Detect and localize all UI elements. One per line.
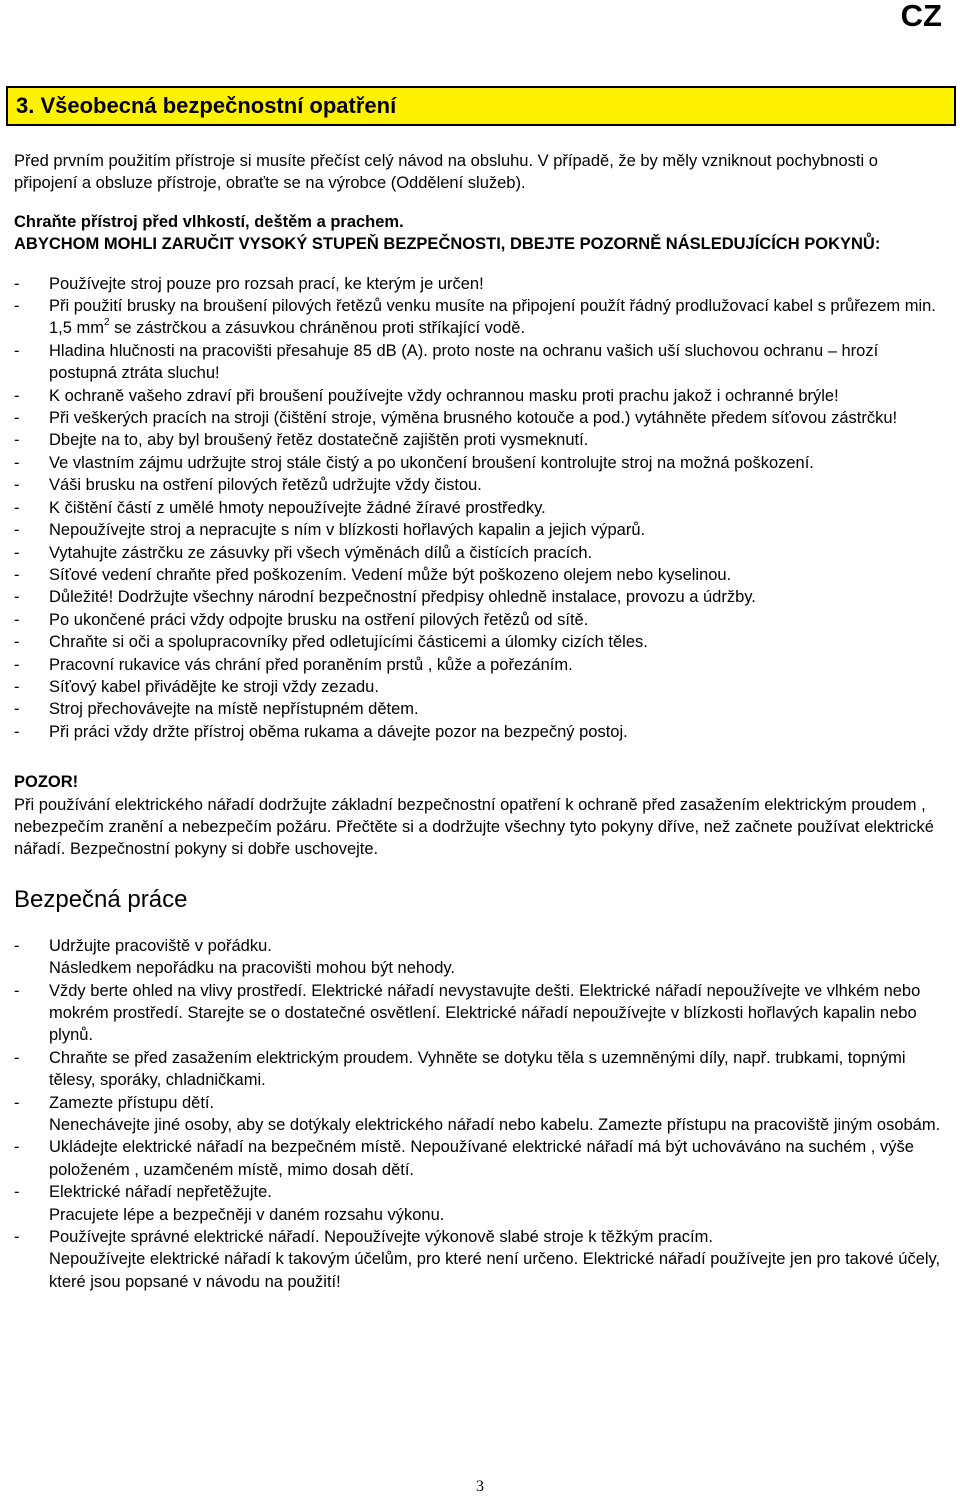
- safety-rule-item: [14, 654, 944, 676]
- safety-rule-item: [14, 407, 944, 429]
- list-dash: -: [14, 722, 20, 741]
- safety-rule-text: Váši brusku na ostření pilových řetězů udržujte vždy čistou.: [49, 476, 482, 495]
- safety-rule-item: [14, 564, 944, 586]
- list-dash: -: [14, 1228, 20, 1247]
- safety-rule-text: K čištění částí z umělé hmoty nepoužívejte žádné žíravé prostředky.: [49, 498, 546, 517]
- safety-rule-item: [14, 586, 944, 608]
- list-dash: -: [14, 1183, 20, 1202]
- safety-rule-text: K ochraně vašeho zdraví při broušení používejte vždy ochrannou masku proti prachu jakož i ochranné brýle!: [49, 386, 839, 405]
- safety-rule-text: Důležité! Dodržujte všechny národní bezpečnostní předpisy ohledně instalace, provozu a údržby.: [49, 588, 756, 607]
- safety-rule-text: Po ukončené práci vždy odpojte brusku na ostření pilových řetězů od sítě.: [49, 610, 589, 629]
- list-dash: -: [14, 409, 20, 428]
- superscript: 2: [104, 316, 110, 328]
- safe-work-item-title: Chraňte se před zasažením elektrickým proudem. Vyhněte se dotyku těla s uzemněnými díly, např. trubkami, topnými tělesy, sporáky, chladničkami.: [49, 1048, 906, 1090]
- safe-work-item-title: Zamezte přístupu dětí.: [49, 1093, 215, 1112]
- safety-rule-text: Chraňte si oči a spolupracovníky před odletujícími částicemi a úlomky cizích těles.: [49, 633, 648, 652]
- safety-rule-text: Používejte stroj pouze pro rozsah prací, ke kterým je určen!: [49, 274, 484, 293]
- safety-rule-item: [14, 429, 944, 451]
- safe-work-item-title: Udržujte pracoviště v pořádku.: [49, 936, 272, 955]
- list-dash: -: [14, 700, 20, 719]
- safe-work-item: [14, 980, 944, 1047]
- list-dash: -: [14, 655, 20, 674]
- safety-rule-text: Ve vlastním zájmu udržujte stroj stále čistý a po ukončení broušení kontrolujte stroj na možná poškození.: [49, 453, 814, 472]
- list-dash: -: [14, 565, 20, 584]
- safety-rule-item: [14, 676, 944, 698]
- safety-rule-item: [14, 340, 944, 385]
- safety-rules-list: [14, 273, 944, 744]
- list-dash: -: [14, 588, 20, 607]
- safety-rule-text: Hladina hlučnosti na pracovišti přesahuje 85 dB (A). proto noste na ochranu vašich uší sluchovou ochranu – hrozí postupná ztráta sluchu!: [49, 341, 879, 383]
- safety-rule-text: Při práci vždy držte přístroj oběma rukama a dávejte pozor na bezpečný postoj.: [49, 722, 628, 741]
- safety-rule-item: [14, 698, 944, 720]
- safe-work-heading: Bezpečná práce: [14, 885, 188, 913]
- safety-rule-text: Dbejte na to, aby byl broušený řetěz dostatečně zajištěn proti vysmeknutí.: [49, 431, 589, 450]
- safe-work-item: [14, 1092, 944, 1137]
- list-dash: -: [14, 341, 20, 360]
- list-dash: -: [14, 498, 20, 517]
- list-dash: -: [14, 521, 20, 540]
- safe-work-list: [14, 935, 944, 1294]
- page-number: 3: [476, 1478, 484, 1495]
- safe-work-item: [14, 1181, 944, 1226]
- safety-rule-item: [14, 497, 944, 519]
- pozor-text: Při používání elektrického nářadí dodržujte základní bezpečnostní opatření k ochraně před zasažením elektrickým proudem , nebezpečím zranění a nebezpečím požáru. Přečtěte si a dodržujte všechny tyto pokyny dříve, než začnete používat elektrické nářadí. Bezpečnostní pokyny si dobře uschovejte.: [14, 795, 934, 859]
- list-dash: -: [14, 543, 20, 562]
- list-dash: -: [14, 981, 20, 1000]
- safe-work-item-detail: Pracujete lépe a bezpečněji v daném rozsahu výkonu.: [49, 1205, 445, 1224]
- document-body: [14, 150, 944, 1293]
- list-dash: -: [14, 1048, 20, 1067]
- safe-work-item-title: Ukládejte elektrické nářadí na bezpečném místě. Nepoužívané elektrické nářadí má být uchováváno na suchém , výše položeném , uzamčeném místě, mimo dosah dětí.: [49, 1138, 914, 1179]
- safe-work-item-detail: Následkem nepořádku na pracovišti mohou být nehody.: [49, 959, 456, 978]
- safe-work-item: [14, 1226, 944, 1293]
- safety-rule-text: Stroj přechovávejte na místě nepřístupném dětem.: [49, 700, 419, 719]
- list-dash: -: [14, 476, 20, 495]
- safety-rule-item: [14, 295, 944, 340]
- protect-warning: Chraňte přístroj před vlhkostí, deštěm a prachem.: [14, 212, 404, 231]
- safety-rule-text: Síťový kabel přivádějte ke stroji vždy zezadu.: [49, 677, 379, 696]
- list-dash: -: [14, 633, 20, 652]
- list-dash: -: [14, 386, 20, 405]
- safety-rule-text: Při veškerých pracích na stroji (čištění stroje, výměna brusného kotouče a pod.) vytáhněte předem síťovou zástrčku!: [49, 409, 898, 428]
- list-dash: -: [14, 936, 20, 955]
- safety-rule-text: Nepoužívejte stroj a nepracujte s ním v blízkosti hořlavých kapalin a jejich výparů.: [49, 521, 646, 540]
- safety-rule-item: [14, 542, 944, 564]
- safety-rule-item: [14, 631, 944, 653]
- safety-rule-text: Pracovní rukavice vás chrání před poraněním prstů , kůže a pořezáním.: [49, 655, 573, 674]
- safety-rule-item: [14, 609, 944, 631]
- safety-rule-text: Při použití brusky na broušení pilových řetězů venku musíte na připojení použít řádný prodlužovací kabel s průřezem min. 1,5 mm: [49, 297, 936, 338]
- intro-paragraph: Před prvním použitím přístroje si musíte přečíst celý návod na obsluhu. V případě, že by měly vzniknout pochybnosti o připojení a obsluze přístroje, obraťte se na výrobce (Oddělení služeb).: [14, 152, 878, 193]
- safety-rule-item: [14, 452, 944, 474]
- section-header: [6, 86, 956, 126]
- safe-work-item: [14, 935, 944, 980]
- safety-rule-item: [14, 519, 944, 541]
- safety-rule-text-tail: se zástrčkou a zásuvkou chráněnou proti stříkající vodě.: [109, 319, 526, 338]
- safe-work-item-detail: Nenechávejte jiné osoby, aby se dotýkaly elektrického nářadí nebo kabelu. Zamezte přístupu na pracoviště jiným osobám.: [49, 1116, 941, 1135]
- pozor-title: POZOR!: [14, 773, 79, 792]
- safe-work-item-detail: Nepoužívejte elektrické nářadí k takovým účelům, pro které není určeno. Elektrické nářadí používejte jen pro takové účely, které jsou popsané v návodu na použití!: [49, 1250, 941, 1291]
- language-code: CZ: [900, 0, 942, 33]
- safe-work-item: [14, 1047, 944, 1092]
- list-dash: -: [14, 1138, 20, 1157]
- safe-work-item-title: Elektrické nářadí nepřetěžujte.: [49, 1183, 272, 1202]
- list-dash: -: [14, 431, 20, 450]
- list-dash: -: [14, 1093, 20, 1112]
- safe-work-item: [14, 1136, 944, 1181]
- safe-work-item-title: Používejte správné elektrické nářadí. Nepoužívejte výkonově slabé stroje k těžkým pracím.: [49, 1228, 713, 1247]
- caps-warning: ABYCHOM MOHLI ZARUČIT VYSOKÝ STUPEŇ BEZPEČNOSTI, DBEJTE POZORNĚ NÁSLEDUJÍCÍCH POKYNŮ:: [14, 235, 881, 254]
- safety-rule-text: Vytahujte zástrčku ze zásuvky při všech výměnách dílů a čistících pracích.: [49, 543, 593, 562]
- safety-rule-item: [14, 385, 944, 407]
- list-dash: -: [14, 677, 20, 696]
- list-dash: -: [14, 610, 20, 629]
- safety-rule-text: Síťové vedení chraňte před poškozením. Vedení může být poškozeno olejem nebo kyselinou.: [49, 565, 732, 584]
- list-dash: -: [14, 297, 20, 316]
- safety-rule-item: [14, 474, 944, 496]
- list-dash: -: [14, 274, 20, 293]
- section-title: 3. Všeobecná bezpečnostní opatření: [16, 93, 397, 118]
- safety-rule-item: [14, 273, 944, 295]
- safe-work-item-title: Vždy berte ohled na vlivy prostředí. Elektrické nářadí nevystavujte dešti. Elektrické nářadí nepoužívejte ve vlhkém nebo mokrém prostředí. Starejte se o dostatečné osvětlení. Elektrické nářadí nepoužívejte v blízkosti hořlavých kapalin nebo plynů.: [49, 981, 921, 1045]
- list-dash: -: [14, 453, 20, 472]
- safety-rule-item: [14, 721, 944, 743]
